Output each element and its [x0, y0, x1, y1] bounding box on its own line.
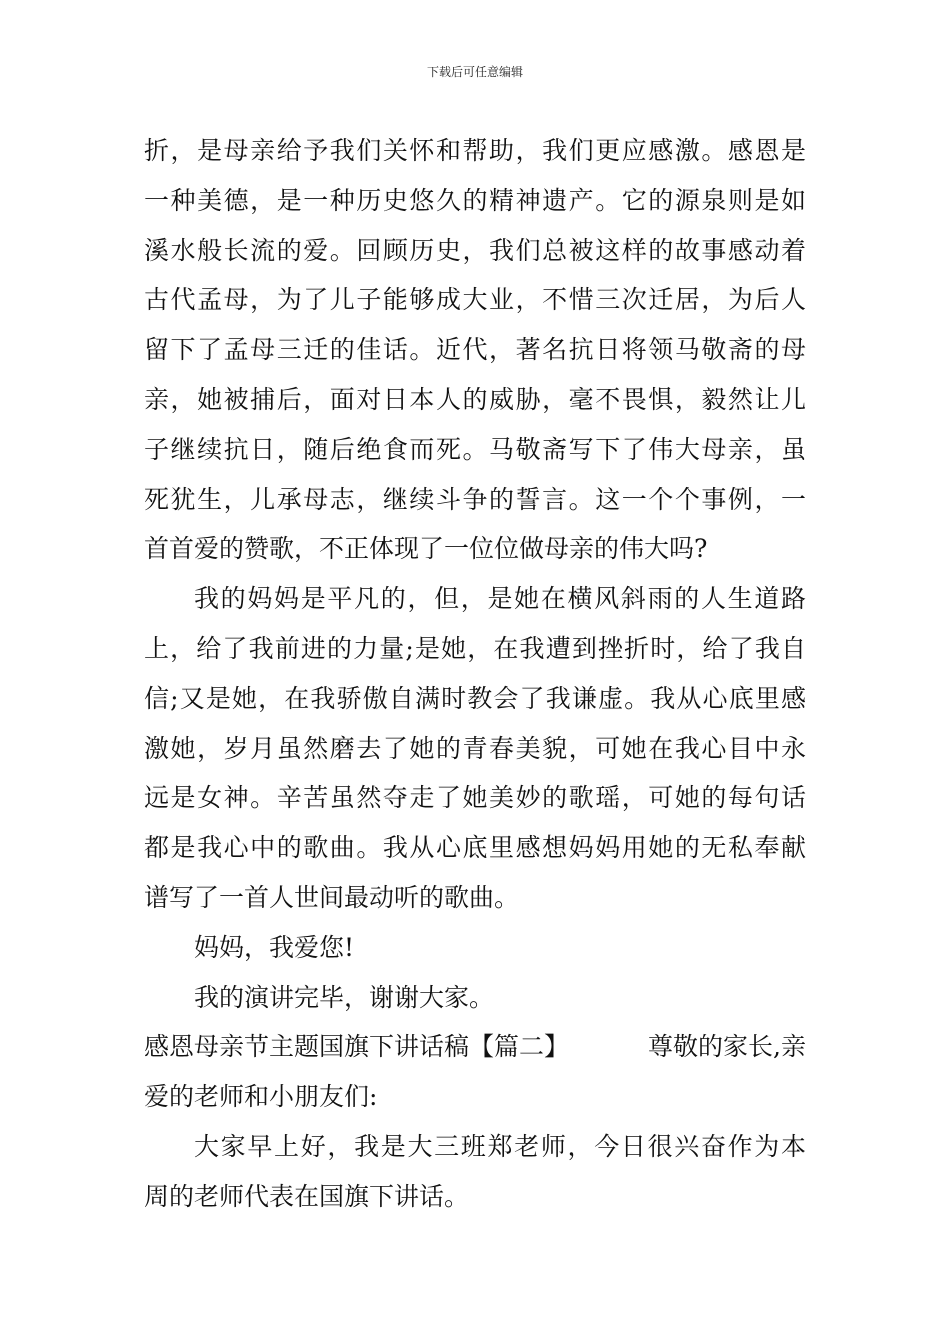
text-line: 周的老师代表在国旗下讲话。	[144, 1181, 470, 1211]
text-line: 死犹生，儿承母志，继续斗争的誓言。这一个个事例，一	[144, 484, 806, 514]
text-line: 激她，岁月虽然磨去了她的青春美貌，可她在我心目中永	[144, 733, 806, 763]
text-line: 首首爱的赞歌，不正体现了一位位做母亲的伟大吗?	[144, 534, 708, 564]
text-line: 上，给了我前进的力量;是她，在我遭到挫折时，给了我自	[144, 633, 806, 663]
text-line: 信;又是她，在我骄傲自满时教会了我谦虚。我从心底里感	[144, 683, 806, 713]
paragraph-my-mother	[144, 574, 806, 923]
section-title: 感恩母亲节主题国旗下讲话稿【篇二】	[144, 1032, 570, 1062]
text-line: 亲，她被捕后，面对日本人的威胁，毫不畏惧，毅然让儿	[144, 384, 806, 414]
text-line: 子继续抗日，随后绝食而死。马敬斋写下了伟大母亲，虽	[144, 434, 806, 464]
document-body	[144, 126, 806, 1222]
text-line: 一种美德，是一种历史悠久的精神遗产。它的源泉则是如	[144, 185, 806, 215]
text-line: 谱写了一首人世间最动听的歌曲。	[144, 882, 520, 912]
greeting-start: 尊敬的家长,亲	[648, 1032, 806, 1062]
text-line: 古代孟母，为了儿子能够成大业，不惜三次迁居，为后人	[144, 285, 806, 315]
text-line: 我的妈妈是平凡的，但，是她在横风斜雨的人生道路	[194, 584, 806, 614]
paragraph-teacher-intro	[144, 1122, 806, 1222]
page-header: 下载后可任意编辑	[426, 65, 523, 79]
section-title-line	[144, 1022, 806, 1072]
paragraph-mothers-history	[144, 126, 806, 574]
text-line: 溪水般长流的爱。回顾历史，我们总被这样的故事感动着	[144, 235, 806, 265]
greeting-end: 爱的老师和小朋友们:	[144, 1082, 378, 1112]
paragraph-i-love-you: 妈妈，我爱您!	[194, 932, 355, 962]
text-line: 远是女神。辛苦虽然夺走了她美妙的歌瑶，可她的每句话	[144, 783, 806, 813]
text-line: 都是我心中的歌曲。我从心底里感想妈妈用她的无私奉献	[144, 833, 806, 863]
paragraph-closing: 我的演讲完毕，谢谢大家。	[194, 982, 495, 1012]
text-line: 折，是母亲给予我们关怀和帮助，我们更应感激。感恩是	[144, 136, 806, 165]
text-line: 大家早上好，我是大三班郑老师，今日很兴奋作为本	[194, 1131, 806, 1161]
text-line: 留下了孟母三迁的佳话。近代，著名抗日将领马敬斋的母	[144, 335, 806, 365]
